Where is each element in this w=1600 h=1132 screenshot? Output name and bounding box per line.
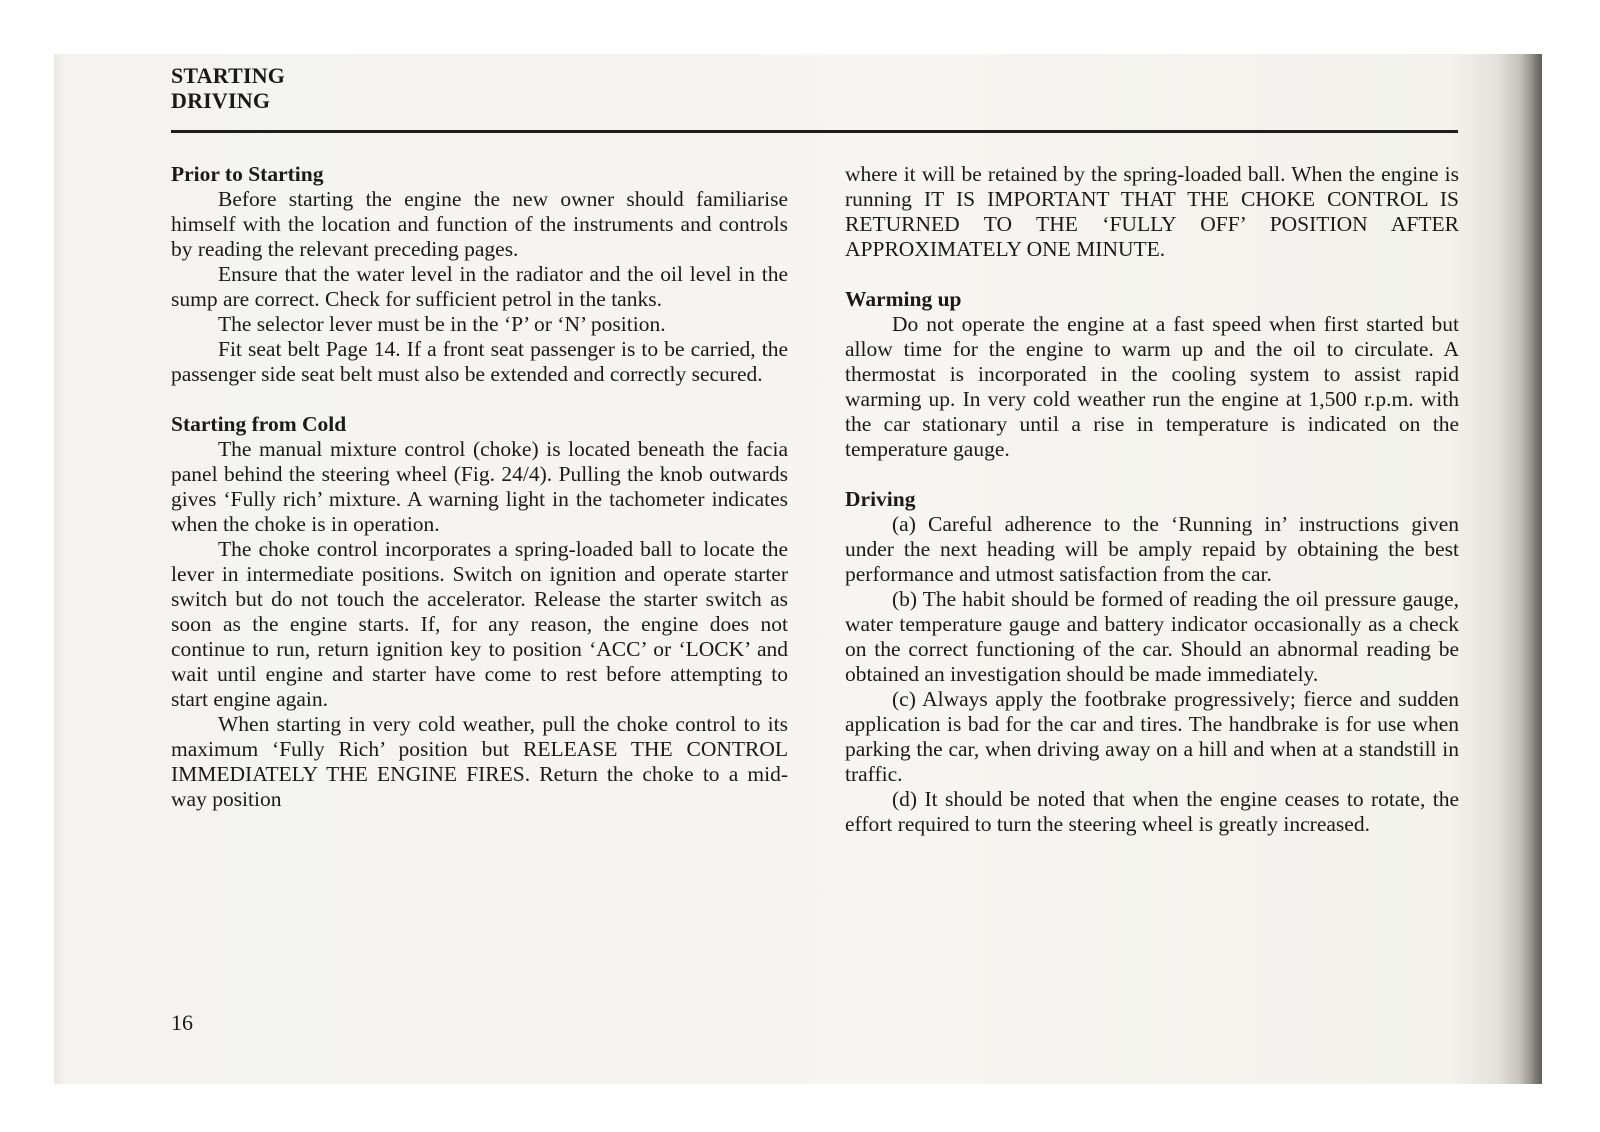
heading-driving: Driving bbox=[845, 487, 916, 511]
page-number: 16 bbox=[171, 1010, 193, 1035]
paragraph: Fit seat belt Page 14. If a front seat passenger is to be carried, the passenger side seat belt must also be extended and correctly secured. bbox=[171, 337, 788, 386]
paragraph-continued: where it will be retained by the spring-loaded ball. When the engine is running IT IS IMPORTANT THAT THE CHOKE CONTROL IS RETURNED TO THE ‘FULLY OFF’ POSITION AFTER APPROXIMATELY ONE MINUTE. bbox=[845, 162, 1459, 261]
paragraph: The choke control incorporates a spring-loaded ball to locate the lever in intermediate positions. Switch on ignition and operate starter switch but do not touch the accelerator. Release the starter switch as soon as the engine starts. If, for any reason, the engine does not continue to run, return ignition key to position ‘ACC’ or ‘LOCK’ and wait until engine and starter have come to rest before attempting to start engine again. bbox=[171, 537, 788, 711]
header-rule bbox=[171, 130, 1458, 133]
right-column bbox=[845, 162, 1459, 837]
header-line-driving: DRIVING bbox=[171, 88, 271, 113]
heading-prior-to-starting: Prior to Starting bbox=[171, 162, 324, 186]
page-binding-shadow bbox=[1520, 54, 1542, 1084]
paragraph: Do not operate the engine at a fast speed when first started but allow time for the engine to warm up and the oil to circulate. A thermostat is incorporated in the cooling system to assist rapid warming up. In very cold weather run the engine at 1,500 r.p.m. with the car stationary until a rise in temperature is indicated on the temperature gauge. bbox=[845, 312, 1459, 461]
section-header bbox=[171, 63, 285, 113]
manual-page bbox=[54, 54, 1542, 1084]
header-line-starting: STARTING bbox=[171, 63, 286, 88]
paragraph: The selector lever must be in the ‘P’ or ‘N’ position. bbox=[218, 312, 666, 336]
paragraph: The manual mixture control (choke) is located beneath the facia panel behind the steering wheel (Fig. 24/4). Pulling the knob outwards gives ‘Fully rich’ mixture. A warning light in the tachometer indicates when the choke is in operation. bbox=[171, 437, 788, 536]
paragraph: Before starting the engine the new owner should familiarise himself with the location and function of the instruments and controls by reading the relevant preceding pages. bbox=[171, 187, 788, 261]
paragraph: Ensure that the water level in the radiator and the oil level in the sump are correct. Check for sufficient petrol in the tanks. bbox=[171, 262, 788, 311]
paragraph-item-d: (d) It should be noted that when the engine ceases to rotate, the effort required to turn the steering wheel is greatly increased. bbox=[845, 787, 1459, 836]
heading-starting-from-cold: Starting from Cold bbox=[171, 412, 347, 436]
paragraph-item-c: (c) Always apply the footbrake progressively; fierce and sudden application is bad for the car and tires. The handbrake is for use when parking the car, when driving away on a hill and when at a standstill in traffic. bbox=[845, 687, 1459, 786]
left-column bbox=[171, 162, 788, 812]
heading-warming-up: Warming up bbox=[845, 287, 962, 311]
paragraph: When starting in very cold weather, pull the choke control to its maximum ‘Fully Rich’ position but RELEASE THE CONTROL IMMEDIATELY THE ENGINE FIRES. Return the choke to a mid-way position bbox=[171, 712, 788, 811]
paragraph-item-a: (a) Careful adherence to the ‘Running in’ instructions given under the next heading will be amply repaid by obtaining the best performance and utmost satisfaction from the car. bbox=[845, 512, 1459, 586]
paragraph-item-b: (b) The habit should be formed of reading the oil pressure gauge, water temperature gauge and battery indicator occasionally as a check on the correct functioning of the car. Should an abnormal reading be obtained an investigation should be made immediately. bbox=[845, 587, 1459, 686]
